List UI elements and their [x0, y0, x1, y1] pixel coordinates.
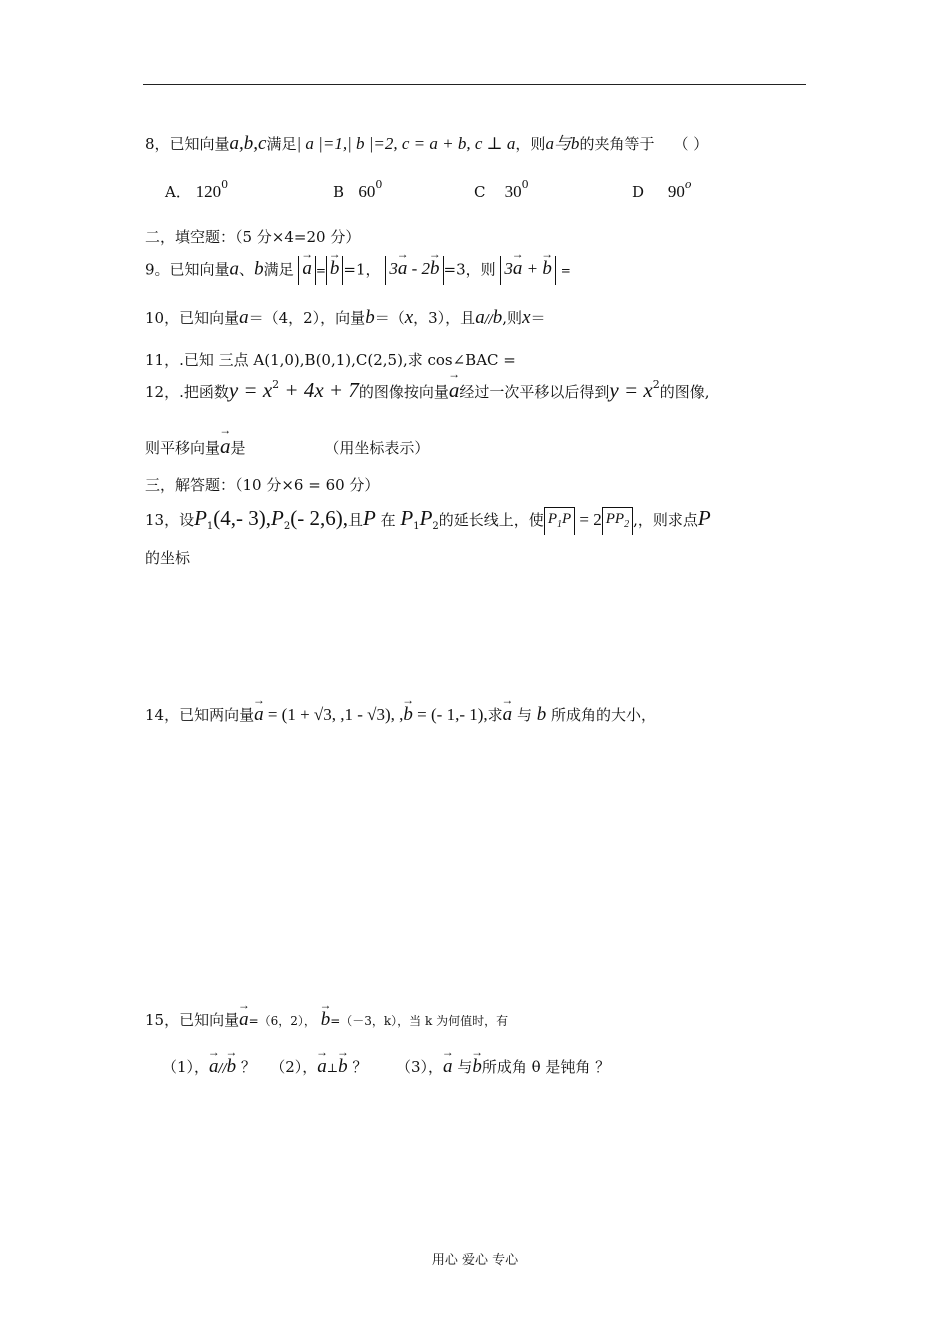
q14-b-val: = (- 1,- 1),	[412, 705, 488, 724]
operator: +	[522, 259, 543, 278]
question-12-line2	[145, 434, 429, 459]
q10-par-a: a	[475, 307, 485, 328]
q14-vec-b: → b	[403, 704, 413, 727]
option-letter: A．	[165, 183, 191, 201]
header-rule	[143, 84, 806, 85]
parallel-symbol: //	[484, 312, 493, 326]
q13-lead: 13，设	[145, 511, 195, 529]
q8-option-a	[165, 178, 228, 202]
q9-val2: =3，	[443, 260, 481, 279]
q9-abs-expr2	[385, 256, 443, 285]
q10-par-b: b	[492, 307, 503, 328]
q13-p1: P	[194, 506, 207, 530]
q9-eq: =	[315, 263, 326, 278]
q13-p2: P	[271, 506, 284, 530]
q9-sep: 、	[239, 260, 255, 279]
q8-vars: a,b,c	[229, 133, 267, 154]
option-letter: B	[333, 183, 345, 201]
q10-eq-a: ＝（4，2），向量	[248, 309, 366, 327]
q13-seg-b-sub: 2	[432, 521, 439, 532]
page-footer: 用心 爱心 专心	[431, 1253, 519, 1268]
q14-a-val: = (1 + √3, ,1 - √3), ,	[263, 705, 404, 724]
q13-target: P	[697, 506, 711, 530]
q14-vec-a: → a	[254, 704, 264, 727]
operator: - 2	[407, 259, 430, 278]
question-13-line2: 的坐标	[145, 549, 191, 567]
q12-function: y = x	[228, 378, 273, 402]
q10-x2: x	[522, 307, 531, 328]
q15-vec-b: → b	[321, 1009, 331, 1032]
q9-val1: =1，	[343, 260, 381, 279]
parallel-symbol: //	[218, 1061, 227, 1075]
q13-and: 且	[347, 511, 363, 529]
q12-vec-a: → a	[449, 378, 460, 403]
q12-tail: 的图像,	[659, 383, 710, 401]
option-degree: o	[684, 178, 692, 191]
q10-x: x	[404, 307, 414, 328]
q15-p3-tail: 所成角 θ 是钝角 ？	[481, 1058, 611, 1076]
q10-vec-a: a	[239, 307, 249, 328]
q15-p1-a: → a	[209, 1056, 219, 1079]
q8-cond-label: 满足	[266, 135, 297, 153]
q15-part1: （1），	[162, 1058, 210, 1076]
q15-a-val: =（6，2），	[248, 1014, 316, 1028]
section-2-heading: 二，填空题：（5 分×4=20 分）	[145, 228, 361, 246]
q10-tail: ＝	[530, 309, 546, 327]
q14-vec-a2: → a	[503, 704, 513, 727]
option-value: 90	[667, 182, 685, 201]
q9-then: 则	[480, 260, 496, 279]
q13-abs1: P	[547, 511, 557, 527]
q14-b2: b	[536, 704, 547, 725]
q10-eq-b: ＝（	[374, 309, 405, 327]
option-degree: 0	[221, 178, 229, 191]
option-degree: 0	[375, 178, 383, 191]
q12-mid: 的图像按向量	[358, 383, 449, 401]
q12-line2-tail: 是	[230, 439, 246, 457]
q12-lead: 12，.把函数	[145, 383, 229, 401]
q9-tail: =	[560, 263, 571, 278]
vector-a: → a	[302, 258, 312, 281]
q9-vec-b: b	[254, 258, 264, 280]
q8-option-d	[632, 178, 692, 202]
perpendicular-symbol: ⊥	[326, 1061, 339, 1075]
q13-p2-coords: (- 2,6),	[290, 506, 348, 530]
vector-a: → a	[398, 258, 408, 281]
q15-p2-b: → b	[338, 1056, 348, 1079]
q13-mid: 的延长线上，使	[438, 511, 544, 529]
q15-part3: （3），	[396, 1058, 444, 1076]
question-10	[145, 307, 546, 330]
q14-ask: 求	[487, 706, 503, 724]
q13-tail: ，则求点	[637, 511, 698, 529]
option-letter: C	[474, 183, 486, 201]
q10-then: ,则	[502, 309, 523, 327]
option-value: 120	[195, 182, 222, 201]
q13-comma: ,	[633, 511, 638, 529]
option-value: 30	[504, 182, 522, 201]
q10-lead: 10，已知向量	[145, 309, 240, 327]
q9-abs-a	[298, 256, 316, 285]
question-15	[145, 1009, 508, 1032]
q15-p1-b: → b	[227, 1056, 237, 1079]
q14-tail: 所成角的大小，	[551, 706, 657, 724]
q15-p3-b: → b	[472, 1056, 482, 1079]
q8-angle-pair: a与b	[545, 134, 580, 153]
q15-lead: 15，已知向量	[145, 1011, 240, 1029]
q8-tail: 的夹角等于	[579, 135, 655, 153]
question-13	[145, 506, 711, 535]
q15-part2: （2），	[270, 1058, 318, 1076]
q9-vec-a: a	[229, 258, 240, 280]
q13-abs2-sub: 2	[624, 519, 630, 530]
q12-exponent2: 2	[652, 378, 660, 391]
q8-option-b	[333, 178, 382, 202]
q13-in: 在	[380, 511, 396, 529]
q12-line2-vec: → a	[220, 434, 231, 459]
q13-abs-pp2	[602, 507, 633, 535]
q9-abs-b	[326, 256, 344, 285]
q13-p2-sub: 2	[283, 521, 291, 532]
question-11: 11，.已知 三点 A(1,0),B(0,1),C(2,5),求 cos∠BAC =	[145, 351, 516, 369]
coef: 3	[389, 259, 398, 278]
q10-rest: ，3），且	[413, 309, 476, 327]
q9-abs-expr3	[500, 256, 555, 285]
q13-p1-sub: 1	[206, 521, 214, 532]
question-12	[145, 378, 709, 403]
q13-seg-a: P	[400, 506, 414, 530]
q13-abs1-b: P	[561, 511, 572, 527]
q13-abs1-sub: 1	[556, 519, 562, 530]
q13-abs-p1p	[544, 507, 575, 535]
q15-p3-a: → a	[443, 1056, 453, 1079]
q8-answer-paren: （ ）	[673, 135, 709, 153]
q10-vec-b: b	[365, 307, 375, 328]
q9-lead: 9。已知向量	[145, 260, 230, 279]
q8-lead: 8，已知向量	[145, 135, 230, 153]
q8-sep: ，则	[515, 135, 546, 153]
q15-p3-with: 与	[457, 1058, 473, 1076]
q9-cond-label: 满足	[263, 260, 294, 279]
option-value: 60	[358, 182, 376, 201]
q12-line2-hint: （用坐标表示）	[324, 439, 430, 457]
q13-p1-coords: (4,- 3),	[213, 506, 272, 530]
q13-eq: = 2	[575, 510, 602, 529]
vector-b: → b	[542, 258, 552, 281]
q12-exponent: 2	[272, 378, 280, 391]
q13-p: P	[362, 506, 376, 530]
q8-condition: | a |=1,| b |=2, c = a + b, c ⊥ a	[296, 134, 516, 153]
vector-a: → a	[513, 258, 523, 281]
q15-p2-a: → a	[317, 1056, 327, 1079]
section-3-heading: 三，解答题：（10 分×6 = 60 分）	[145, 476, 380, 494]
vector-b: → b	[330, 258, 340, 281]
vector-b: → b	[430, 258, 440, 281]
question-14	[145, 704, 656, 727]
q15-vec-a: → a	[239, 1009, 249, 1032]
q13-seg-a-sub: 1	[413, 521, 420, 532]
q8-option-c	[474, 178, 529, 202]
coef: 3	[504, 259, 513, 278]
q12-mid2: 经过一次平移以后得到	[459, 383, 610, 401]
q12-function-rest: + 4x + 7	[279, 378, 359, 402]
question-15-parts	[162, 1056, 610, 1079]
q12-line2-lead: 则平移向量	[145, 439, 221, 457]
q15-p2-q: ？	[352, 1058, 368, 1076]
q13-seg-b: P	[419, 506, 433, 530]
q12-function2: y = x	[609, 378, 653, 402]
question-8	[145, 133, 708, 156]
option-degree: 0	[521, 178, 529, 191]
q15-p1-q: ？	[240, 1058, 256, 1076]
q13-abs2: PP	[605, 511, 625, 527]
option-letter: D	[632, 183, 645, 201]
q14-lead: 14，已知两向量	[145, 706, 255, 724]
q14-with: 与	[516, 706, 532, 724]
q15-b-val: =（－3，k），当 k 为何值时，有	[330, 1014, 509, 1028]
question-9	[145, 256, 571, 285]
